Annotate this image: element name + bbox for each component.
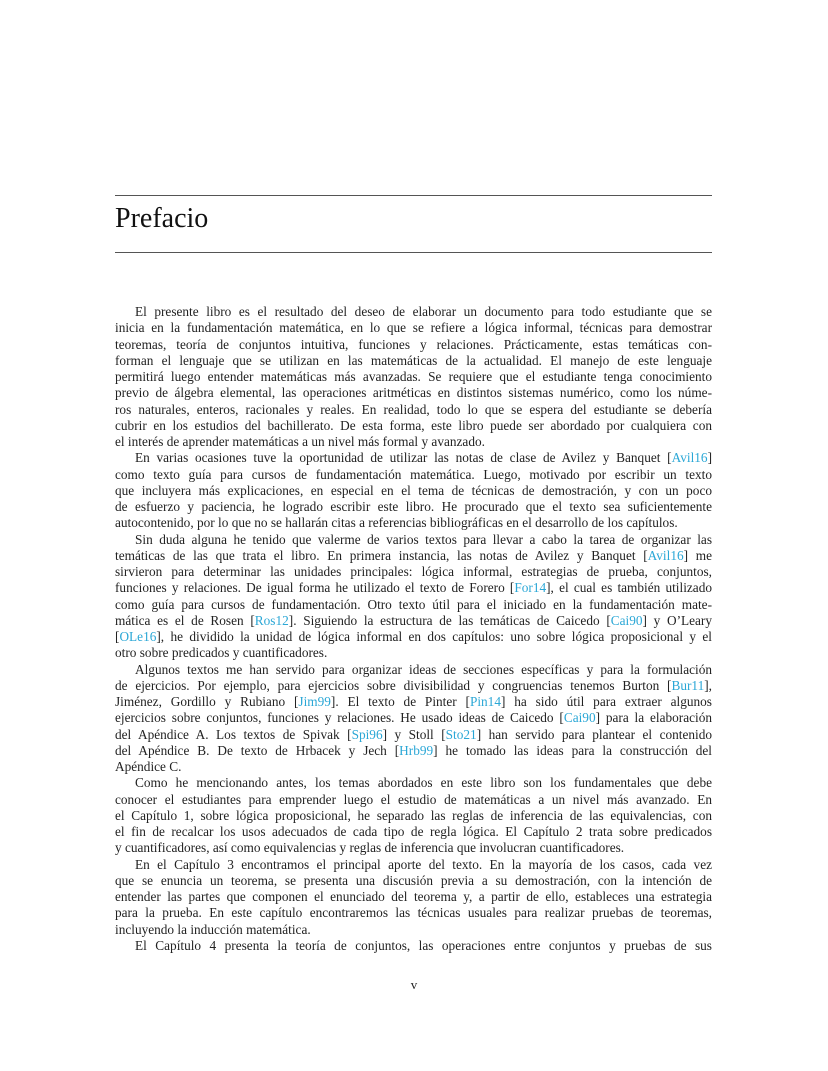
text-segment: Sin duda alguna he tenido que valerme de varios textos para llevar a cabo la tarea de organizar las	[135, 531, 712, 547]
text-line	[115, 678, 712, 694]
text-segment: ], he dividido la unidad de lógica informal en dos capítulos: uno sobre lógica proposicional y el	[156, 629, 712, 644]
text-segment: conocer el estudiantes para emprender luego el estudio de matemáticas a un nivel más avanzado. En	[115, 791, 712, 807]
text-segment: ]	[707, 450, 712, 466]
text-line	[115, 808, 712, 824]
text-segment: permitirá luego entender matemáticas más avanzadas. Se requiere que el estudiante tenga conocimiento	[115, 369, 712, 384]
text-line	[115, 564, 712, 580]
text-line	[115, 710, 712, 726]
text-segment: del Apéndice A. Los textos de Spivak [	[115, 726, 352, 742]
text-line	[115, 483, 712, 499]
text-segment: ejercicios sobre conjuntos, funciones y relaciones. He usado ideas de Caicedo [	[115, 710, 564, 726]
text-line	[115, 434, 712, 450]
text-line	[115, 402, 712, 418]
text-segment: sirvieron para determinar las unidades principales: lógica informal, estrategias de prueba, conjuntos,	[115, 564, 712, 579]
text-line	[115, 515, 712, 531]
text-segment: temáticas de las que trata el libro. En primera instancia, las notas de Avilez y Banquet [	[115, 547, 648, 563]
text-segment: que incluyera más explicaciones, en especial en el tema de técnicas de demostración, y con un poco	[115, 482, 712, 498]
text-segment: inicia en la fundamentación matemática, en lo que se refiere a lógica informal, técnicas para demostrar	[115, 320, 712, 336]
text-segment: El Capítulo 4 presenta la teoría de conjuntos, las operaciones entre conjuntos y pruebas de sus	[135, 937, 712, 953]
text-line	[115, 580, 712, 596]
text-line	[115, 857, 712, 873]
text-segment: Como he mencionando antes, los temas abordados en este libro son los fundamentales que debe	[135, 775, 712, 791]
text-line	[115, 499, 712, 515]
citation-link[interactable]: Spi96	[351, 726, 383, 742]
paragraph	[115, 662, 712, 776]
citation-link[interactable]: Cai90	[563, 710, 596, 726]
text-line	[115, 337, 712, 353]
text-segment: y cuantificadores, así como equivalencias y reglas de inferencia que involucran cuantificadores.	[115, 840, 625, 856]
text-line	[115, 662, 712, 678]
text-segment: Algunos textos me han servido para organizar ideas de secciones específicas y para la formulación	[135, 661, 712, 677]
text-segment: [	[115, 629, 120, 644]
text-segment: mática es el de Rosen [	[115, 612, 255, 628]
text-segment: de esfuerzo y paciencia, he logrado escribir este libro. He procurado que el texto sea suficientemente	[115, 499, 712, 514]
text-segment: ] y O’Leary	[642, 612, 713, 628]
text-line	[115, 629, 712, 645]
text-line	[115, 840, 712, 856]
text-segment: ] para la elaboración	[595, 710, 712, 726]
text-line	[115, 320, 712, 336]
text-segment: el interés de aprender matemáticas a un nivel más formal y avanzado.	[115, 434, 485, 449]
text-line	[115, 467, 712, 483]
citation-link[interactable]: For14	[514, 580, 547, 596]
paragraph	[115, 775, 712, 856]
citation-link[interactable]: Hrb99	[399, 742, 434, 758]
text-line	[115, 759, 712, 775]
text-line	[115, 775, 712, 791]
text-segment: para la prueba. En este capítulo encontraremos las técnicas usuales para realizar pruebas de teoremas,	[115, 905, 712, 921]
citation-link[interactable]: Jim99	[298, 694, 331, 709]
paragraph	[115, 938, 712, 954]
title-bottom-rule	[115, 252, 712, 253]
text-line	[115, 532, 712, 548]
text-segment: entender las partes que componen el enunciado del teorema y, a partir de ello, estableces una estrategia	[115, 889, 712, 904]
text-segment: funciones y relaciones. De igual forma he utilizado el texto de Forero [	[115, 580, 515, 596]
citation-link[interactable]: Ros12	[254, 612, 289, 628]
text-segment: del Apéndice B. De texto de Hrbacek y Jech [	[115, 742, 400, 758]
text-segment: ]. Siguiendo la estructura de las temáticas de Caicedo [	[288, 612, 611, 628]
text-line	[115, 418, 712, 434]
citation-link[interactable]: Sto21	[445, 726, 477, 742]
text-segment: Jiménez, Gordillo y Rubiano [	[115, 694, 299, 709]
text-segment: ]. El texto de Pinter [	[330, 694, 470, 709]
text-line	[115, 597, 712, 613]
text-line	[115, 938, 712, 954]
text-segment: ] me	[683, 547, 712, 563]
text-line	[115, 824, 712, 840]
text-line	[115, 353, 712, 369]
paragraph	[115, 532, 712, 662]
text-segment: como guía para cursos de fundamentación. Otro texto útil para el iniciado en la fundamentación mate-	[115, 596, 712, 612]
text-line	[115, 385, 712, 401]
page-number: v	[410, 977, 418, 992]
text-line	[115, 727, 712, 743]
text-segment: ] ha sido útil para extraer algunos	[500, 694, 712, 709]
text-segment: ], el cual es también utilizado	[546, 580, 712, 596]
text-segment: autocontenido, por lo que no se hallarán citas a referencias bibliográficas en el desarrollo de los capítulos.	[115, 515, 678, 531]
citation-link[interactable]: OLe16	[119, 629, 157, 644]
text-line	[115, 792, 712, 808]
citation-link[interactable]: Bur11	[671, 677, 705, 693]
text-segment: ] y Stoll [	[382, 726, 446, 742]
text-segment: el fin de recalcar los usos adecuados de cada tipo de regla lógica. El Capítulo 2 trata sobre predicados	[115, 824, 712, 839]
text-line	[115, 548, 712, 564]
citation-link[interactable]: Avil16	[647, 547, 684, 563]
text-line	[115, 922, 712, 938]
text-line	[115, 905, 712, 921]
chapter-title: Prefacio	[115, 203, 209, 234]
text-segment: teoremas, teoría de conjuntos intuitiva, funciones y relaciones. Prácticamente, estas temáticas con-	[115, 336, 712, 352]
text-segment: previo de álgebra elemental, las operaciones aritméticas en distintos sistemas numérico, como los núme-	[115, 385, 712, 401]
text-segment: incluyendo la inducción matemática.	[115, 921, 311, 937]
text-segment: otro sobre predicados y cuantificadores.	[115, 645, 328, 661]
text-line	[115, 645, 712, 661]
text-segment: como texto guía para cursos de fundamentación matemática. Luego, motivado por escribir un texto	[115, 466, 712, 482]
text-segment: que se enuncia un teorema, se presenta una discusión previa a su demostración, con la intención de	[115, 872, 712, 888]
citation-link[interactable]: Avil16	[671, 450, 708, 466]
text-segment: ros naturales, enteros, racionales y reales. En realidad, todo lo que se espera del estudiante se debería	[115, 401, 712, 417]
top-rule	[115, 195, 712, 196]
citation-link[interactable]: Pin14	[469, 694, 501, 709]
text-segment: forman el lenguaje que se utilizan en las matemáticas de la actualidad. El manejo de este lenguaje	[115, 352, 712, 368]
text-segment: Apéndice C.	[115, 759, 182, 774]
text-segment: ],	[704, 677, 712, 693]
text-segment: ] he tomado las ideas para la construcción del	[433, 742, 712, 758]
text-line	[115, 369, 712, 385]
text-segment: En el Capítulo 3 encontramos el principal aporte del texto. En la mayoría de los casos, cada vez	[135, 856, 712, 872]
preface-body	[115, 304, 712, 954]
text-line	[115, 889, 712, 905]
text-segment: ] han servido para plantear el contenido	[476, 726, 713, 742]
text-line	[115, 613, 712, 629]
text-segment: el Capítulo 1, sobre lógica proposicional, he separado las reglas de inferencia de las equivalencias, con	[115, 807, 712, 823]
text-segment: En varias ocasiones tuve la oportunidad de utilizar las notas de clase de Avilez y Banquet [	[135, 450, 672, 466]
citation-link[interactable]: Cai90	[610, 612, 643, 628]
paragraph	[115, 450, 712, 531]
text-segment: de ejercicios. Por ejemplo, para ejercicios sobre divisibilidad y congruencias tenemos Burton [	[115, 677, 672, 693]
text-line	[115, 873, 712, 889]
text-segment: cubrir en los estudios del bachillerato. De esta forma, este libro puede ser abordado por cualquiera con	[115, 417, 712, 433]
paragraph	[115, 857, 712, 938]
text-line	[115, 450, 712, 466]
text-line	[115, 743, 712, 759]
text-line	[115, 694, 712, 710]
text-segment: El presente libro es el resultado del deseo de elaborar un documento para todo estudiante que se	[135, 304, 712, 319]
paragraph	[115, 304, 712, 450]
text-line	[115, 304, 712, 320]
